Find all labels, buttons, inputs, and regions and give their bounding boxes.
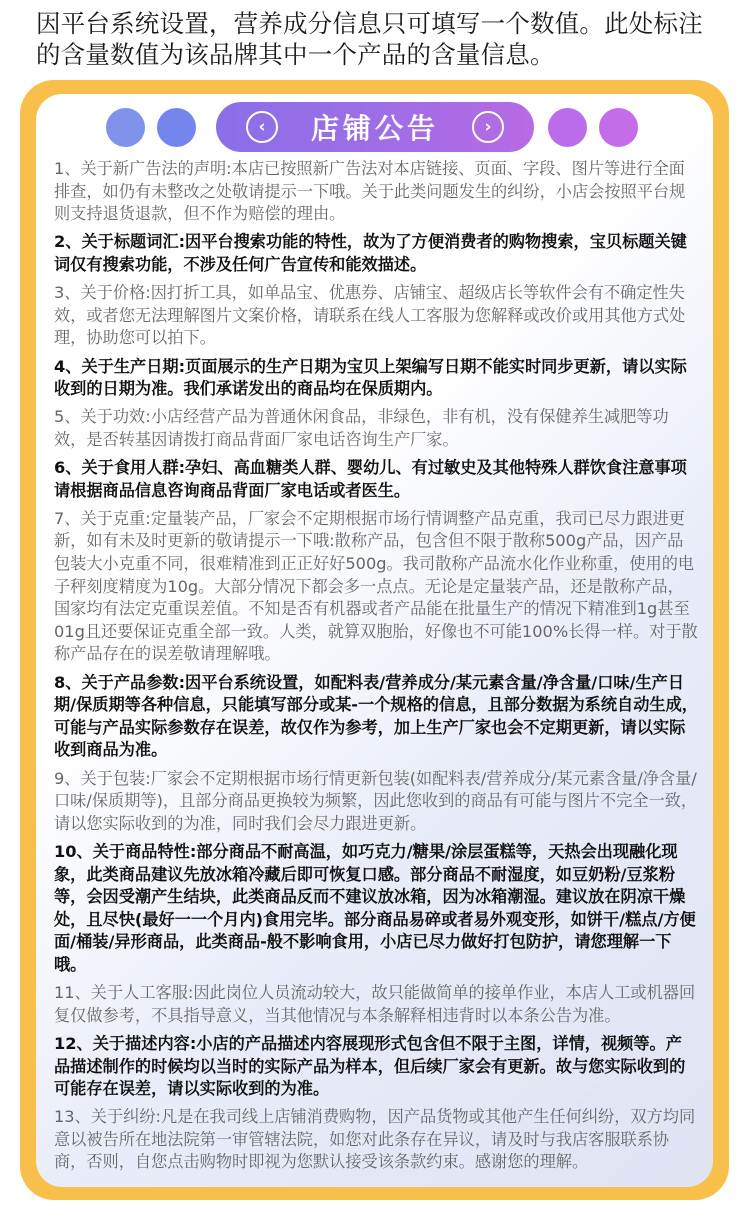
dot-icon: [106, 108, 145, 147]
chevron-left-icon: ‹: [246, 111, 278, 143]
dot-icon: [548, 108, 587, 147]
announcement-banner: [216, 102, 534, 152]
announcement-item: 10、关于商品特性:部分商品不耐高温，如巧克力/糖果/涂层蛋糕等，天热会出现融化现象，此类商品建议先放冰箱冷藏后即可恢复口感。部分商品不耐湿度，如豆奶粉/豆浆粉等，会因受潮产生结块，此类商品反而不建议放冰箱，因为冰箱潮湿。建议放在阴凉干燥处，且尽快(最好一一个月内)食用完毕。部分商品易碎或者易外观变形，如饼干/糕点/方便面/桶装/异形商品，此类商品-般不影响食用，小店已尽力做好打包防护，请您理解一下哦。: [54, 841, 696, 974]
announcement-item: 9、关于包装:厂家会不定期根据市场行情更新包装(如配料表/营养成分/某元素含量/净含量/口味/保质期等)，且部分商品更换较为频繁，因此您收到的商品有可能与图片不完全一致，请以您实际收到的为准，同时我们会尽力跟进更新。: [54, 768, 698, 833]
nutrition-notice: 因平台系统设置，营养成分信息只可填写一个数值。此处标注的含量数值为该品牌其中一个产品的含量信息。: [36, 9, 703, 69]
chevron-right-icon: ›: [472, 111, 504, 143]
announcement-title: 店铺公告: [310, 112, 439, 145]
announcement-item: 7、关于克重:定量装产品，厂家会不定期根据市场行情调整产品克重，我司已尽力跟进更新，如有未及时更新的敬请提示一下哦:散称产品，包含但不限于散称500g产品，因产品包装大小克重不同，很难精准到正正好好500g。我司散称产品流水化作业称重，使用的电子秤刻度精度为10g。大部分情况下都会多一点点。无论是定量装产品，还是散称产品，国家均有法定克重误差值。不知是否有机器或者产品能在批量生产的情况下精准到1g甚至01g且还要保证克重全部一致。人类，就算双胞胎，好像也不可能100%长得一样。对于散称产品存在的误差敬请理解哦。: [54, 508, 698, 664]
dot-icon: [157, 108, 196, 147]
announcement-item: 6、关于食用人群:孕妇、高血糖类人群、婴幼儿、有过敏史及其他特殊人群饮食注意事项请根据商品信息咨询商品背面厂家电话或者医生。: [54, 458, 687, 500]
announcement-list: [54, 158, 698, 1180]
announcement-item: 11、关于人工客服:因此岗位人员流动较大，故只能做简单的接单作业，本店人工或机器回复仅做参考，不具指导意义，当其他情况与本条解释相违背时以本条公告为准。: [54, 983, 696, 1025]
announcement-item: 13、关于纠纷:凡是在我司线上店铺消费购物，因产品货物或其他产生任何纠纷，双方均同意以被告所在地法院第一审管辖法院，如您对此条存在异议，请及时与我店客服联系协商，否则，自您点击购物时即视为您默认接受该条款约束。感谢您的理解。: [54, 1107, 696, 1172]
announcement-item: 3、关于价格:因打折工具，如单品宝、优惠券、店铺宝、超级店长等软件会有不确定性失效，或者您无法理解图片文案价格，请联系在线人工客服为您解释或改价或用其他方式处理，协助您可以拍下。: [54, 283, 686, 348]
announcement-item: 12、关于描述内容:小店的产品描述内容展现形式包含但不限于主图，详情，视频等。产品描述制作的时候均以当时的实际产品为样本，但后续厂家会有更新。故与您实际收到的可能存在误差，请以实际收到的为准。: [54, 1033, 686, 1099]
announcement-panel: [36, 94, 713, 1187]
announcement-item: 1、关于新广告法的声明:本店已按照新广告法对本店链接、页面、字段、图片等进行全面排查，如仍有未整改之处敬请提示一下哦。关于此类问题发生的纠纷，小店会按照平台规则支持退货退款，但不作为赔偿的理由。: [54, 159, 686, 224]
announcement-item: 4、关于生产日期:页面展示的生产日期为宝贝上架编写日期不能实时同步更新，请以实际收到的日期为准。我们承诺发出的商品均在保质期内。: [54, 356, 687, 399]
announcement-item: 2、关于标题词汇:因平台搜索功能的特性，故为了方便消费者的购物搜索，宝贝标题关键词仅有搜索功能，不涉及任何广告宣传和能效描述。: [54, 232, 687, 274]
dot-icon: [599, 108, 638, 147]
announcement-item: 8、关于产品参数:因平台系统设置，如配料表/营养成分/某元素含量/净含量/口味/生产日期/保质期等各种信息，只能填写部分或某-一个规格的信息，且部分数据为系统自动生成，可能与产品实际参数存在误差，故仅作为参考，加上生产厂家也会不定期更新，请以实际收到商品为准。: [54, 672, 698, 760]
announcement-item: 5、关于功效:小店经营产品为普通休闲食品，非绿色，非有机，没有保健养生减肥等功效，是否转基因请拨打商品背面厂家电话咨询生产厂家。: [54, 407, 669, 449]
